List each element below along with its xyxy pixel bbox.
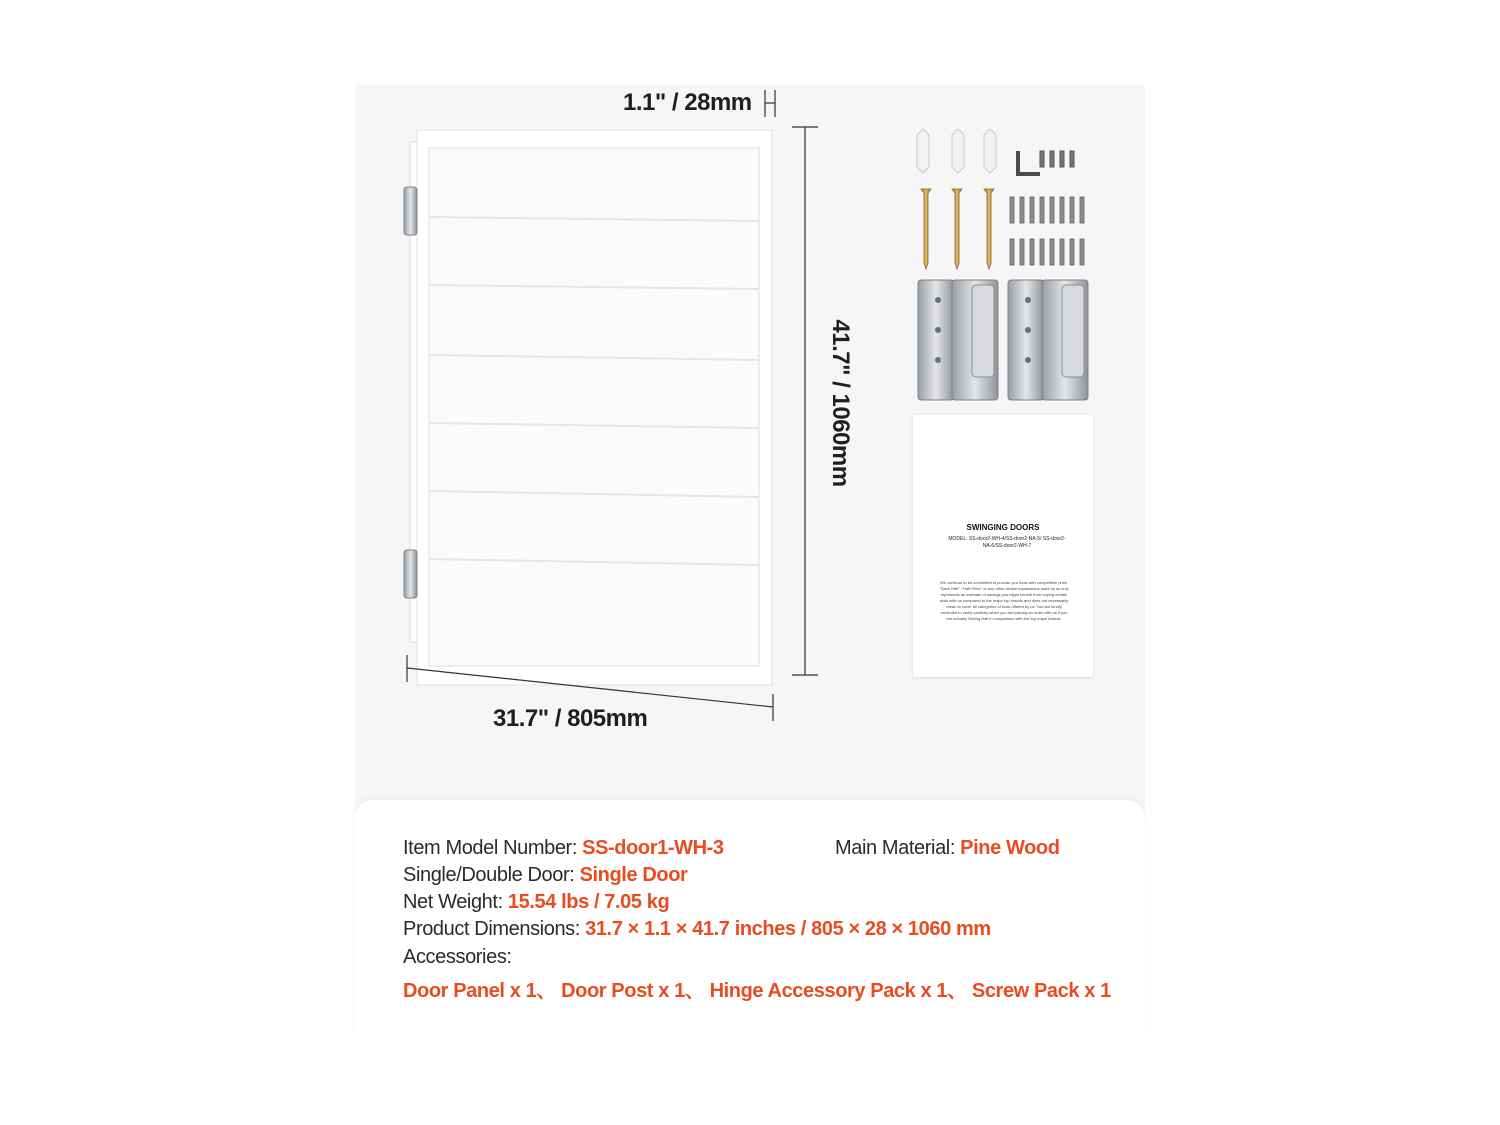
manual-model-line: MODEL: SS-door2-WH-4/SS-door2-NA-5/ SS-door2-NA-6/SS-door2-WH-7 xyxy=(948,536,1066,549)
allen-key-icon xyxy=(1018,151,1040,174)
door-panel xyxy=(417,130,772,685)
spec-model-value: SS-door1-WH-3 xyxy=(582,837,724,859)
specification-panel xyxy=(355,800,1145,1040)
spec-material-label: Main Material: xyxy=(835,837,961,859)
manual-body-text: We continue to be committed to provide you tools with competitive price. "Save Half", "Half Price" or any other similar expressions used by us only represents an estimate of savings you might benefit from buying certain tools with us compared to the major top brands and does not necessarily mean to cover all categories of tools offered by us. You are kindly reminded to verify carefully when you are placing an order with us if you are actually Saving Half in comparison with the top major brands. xyxy=(939,580,1069,621)
wall-anchor-icon xyxy=(917,129,996,173)
wood-screw-icon xyxy=(921,189,994,269)
thickness-label: 1.1" / 28mm xyxy=(623,89,752,116)
width-label: 31.7" / 805mm xyxy=(493,705,648,732)
small-screws-icon xyxy=(1010,197,1084,265)
height-dimension-line xyxy=(792,127,818,675)
short-screws-top-icon xyxy=(1040,151,1074,167)
spec-model-label: Item Model Number: xyxy=(403,837,583,859)
instruction-manual xyxy=(913,415,1093,677)
spring-hinge-icon xyxy=(918,280,1088,400)
spec-material-value: Pine Wood xyxy=(960,837,1060,859)
spec-dimensions-row xyxy=(403,918,991,941)
spec-door-type-value: Single Door xyxy=(579,864,688,886)
spec-door-type-label: Single/Double Door: xyxy=(403,864,580,886)
spec-accessories-value: Door Panel x 1、 Door Post x 1、 Hinge Accessory Pack x 1、 Screw Pack x 1 xyxy=(403,980,1111,1002)
spec-weight-value: 15.54 lbs / 7.05 kg xyxy=(507,891,670,913)
spec-material-row xyxy=(835,837,1060,860)
spec-door-type-row xyxy=(403,864,687,887)
thickness-dimension-line xyxy=(765,90,775,117)
spec-dimensions-label: Product Dimensions: xyxy=(403,918,586,940)
spec-weight-row xyxy=(403,891,669,914)
spec-dimensions-value: 31.7 × 1.1 × 41.7 inches / 805 × 28 × 1060 mm xyxy=(585,918,991,940)
product-image-card xyxy=(355,85,1145,1040)
spec-accessories-label: Accessories: xyxy=(403,946,512,968)
spec-model-row xyxy=(403,837,724,860)
height-label: 41.7" / 1060mm xyxy=(827,319,854,487)
spec-weight-label: Net Weight: xyxy=(403,891,508,913)
manual-title: SWINGING DOORS xyxy=(966,523,1040,532)
